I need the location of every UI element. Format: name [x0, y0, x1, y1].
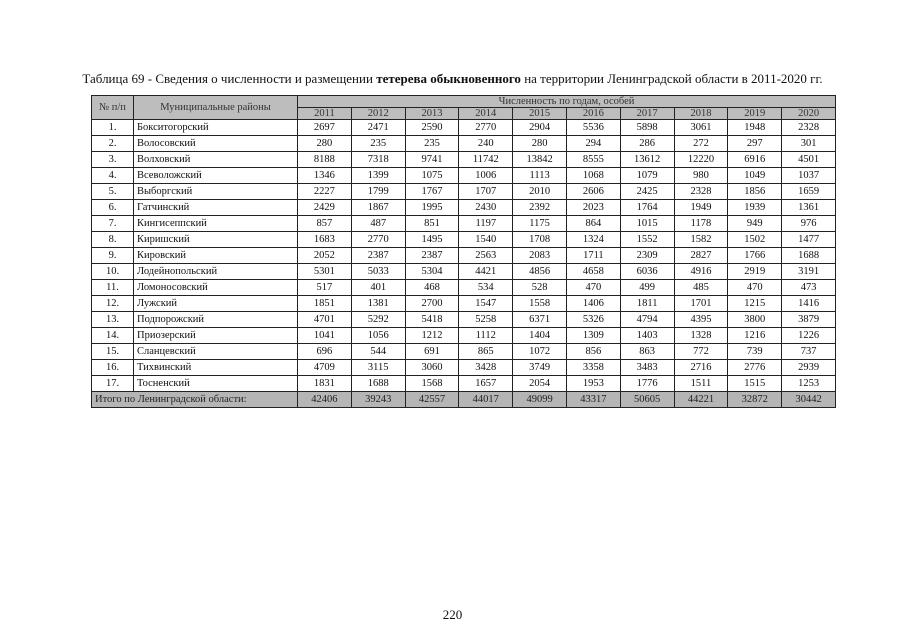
table-row — [92, 152, 836, 168]
table-row — [92, 168, 836, 184]
population-cell: 4794 — [620, 312, 674, 328]
table-row — [92, 360, 836, 376]
population-cell: 1831 — [298, 376, 352, 392]
population-cell: 1112 — [459, 328, 513, 344]
row-number: 4. — [92, 168, 134, 184]
population-cell: 856 — [566, 344, 620, 360]
population-cell: 3428 — [459, 360, 513, 376]
population-cell: 2776 — [728, 360, 782, 376]
population-cell: 528 — [513, 280, 567, 296]
row-number: 6. — [92, 200, 134, 216]
district-name: Кировский — [134, 248, 298, 264]
population-cell: 8555 — [566, 152, 620, 168]
population-cell: 1416 — [782, 296, 836, 312]
header-year: 2013 — [405, 108, 459, 120]
population-cell: 1540 — [459, 232, 513, 248]
population-cell: 1215 — [728, 296, 782, 312]
population-cell: 2023 — [566, 200, 620, 216]
population-cell: 1515 — [728, 376, 782, 392]
population-cell: 1079 — [620, 168, 674, 184]
total-label: Итого по Ленинградской области: — [92, 392, 298, 408]
header-year: 2019 — [728, 108, 782, 120]
population-cell: 1226 — [782, 328, 836, 344]
population-cell: 691 — [405, 344, 459, 360]
population-cell: 2904 — [513, 120, 567, 136]
population-cell: 1939 — [728, 200, 782, 216]
total-cell: 44017 — [459, 392, 513, 408]
header-group: Численность по годам, особей — [298, 96, 836, 108]
population-cell: 1403 — [620, 328, 674, 344]
population-cell: 865 — [459, 344, 513, 360]
population-cell: 1811 — [620, 296, 674, 312]
population-cell: 2010 — [513, 184, 567, 200]
header-year: 2014 — [459, 108, 513, 120]
population-cell: 1948 — [728, 120, 782, 136]
population-cell: 297 — [728, 136, 782, 152]
table-row — [92, 264, 836, 280]
population-cell: 1361 — [782, 200, 836, 216]
caption-bold: тетерева обыкновенного — [376, 71, 521, 86]
total-cell: 30442 — [782, 392, 836, 408]
population-cell: 5536 — [566, 120, 620, 136]
population-cell: 9741 — [405, 152, 459, 168]
population-cell: 1568 — [405, 376, 459, 392]
population-cell: 280 — [298, 136, 352, 152]
population-cell: 2387 — [351, 248, 405, 264]
population-cell: 696 — [298, 344, 352, 360]
population-cell: 1856 — [728, 184, 782, 200]
population-cell: 272 — [674, 136, 728, 152]
population-cell: 3800 — [728, 312, 782, 328]
population-cell: 5304 — [405, 264, 459, 280]
population-cell: 3483 — [620, 360, 674, 376]
header-year: 2012 — [351, 108, 405, 120]
table-row — [92, 280, 836, 296]
table-row — [92, 248, 836, 264]
population-cell: 286 — [620, 136, 674, 152]
population-cell: 2716 — [674, 360, 728, 376]
population-cell: 499 — [620, 280, 674, 296]
population-cell: 4421 — [459, 264, 513, 280]
district-name: Тихвинский — [134, 360, 298, 376]
population-cell: 5258 — [459, 312, 513, 328]
table-row — [92, 184, 836, 200]
population-cell: 7318 — [351, 152, 405, 168]
row-number: 3. — [92, 152, 134, 168]
population-cell: 1707 — [459, 184, 513, 200]
population-cell: 1657 — [459, 376, 513, 392]
population-cell: 1015 — [620, 216, 674, 232]
population-cell: 6371 — [513, 312, 567, 328]
total-cell: 49099 — [513, 392, 567, 408]
table-row — [92, 344, 836, 360]
population-cell: 1511 — [674, 376, 728, 392]
header-year: 2020 — [782, 108, 836, 120]
population-cell: 1328 — [674, 328, 728, 344]
population-cell: 4658 — [566, 264, 620, 280]
population-cell: 2590 — [405, 120, 459, 136]
table-row — [92, 136, 836, 152]
district-name: Волховский — [134, 152, 298, 168]
row-number: 5. — [92, 184, 134, 200]
population-cell: 13842 — [513, 152, 567, 168]
population-cell: 4701 — [298, 312, 352, 328]
district-name: Киришский — [134, 232, 298, 248]
population-cell: 1995 — [405, 200, 459, 216]
population-cell: 864 — [566, 216, 620, 232]
population-cell: 976 — [782, 216, 836, 232]
population-cell: 1477 — [782, 232, 836, 248]
district-name: Подпорожский — [134, 312, 298, 328]
population-cell: 1056 — [351, 328, 405, 344]
population-cell: 3115 — [351, 360, 405, 376]
population-cell: 2052 — [298, 248, 352, 264]
population-cell: 1708 — [513, 232, 567, 248]
population-cell: 2563 — [459, 248, 513, 264]
population-cell: 2227 — [298, 184, 352, 200]
population-cell: 1037 — [782, 168, 836, 184]
population-cell: 487 — [351, 216, 405, 232]
population-cell: 235 — [405, 136, 459, 152]
district-name: Приозерский — [134, 328, 298, 344]
population-table — [91, 95, 836, 408]
population-cell: 1178 — [674, 216, 728, 232]
population-cell: 5898 — [620, 120, 674, 136]
population-cell: 3061 — [674, 120, 728, 136]
table-row — [92, 200, 836, 216]
population-cell: 468 — [405, 280, 459, 296]
population-cell: 2430 — [459, 200, 513, 216]
population-cell: 1776 — [620, 376, 674, 392]
population-cell: 1346 — [298, 168, 352, 184]
population-cell: 1683 — [298, 232, 352, 248]
district-name: Кингисеппский — [134, 216, 298, 232]
total-row — [92, 392, 836, 408]
population-cell: 11742 — [459, 152, 513, 168]
row-number: 2. — [92, 136, 134, 152]
row-number: 13. — [92, 312, 134, 328]
population-cell: 473 — [782, 280, 836, 296]
population-cell: 1688 — [782, 248, 836, 264]
population-cell: 2054 — [513, 376, 567, 392]
population-cell: 2700 — [405, 296, 459, 312]
population-cell: 12220 — [674, 152, 728, 168]
population-cell: 470 — [728, 280, 782, 296]
district-name: Лодейнопольский — [134, 264, 298, 280]
population-cell: 1072 — [513, 344, 567, 360]
row-number: 17. — [92, 376, 134, 392]
population-cell: 4395 — [674, 312, 728, 328]
population-cell: 4916 — [674, 264, 728, 280]
population-cell: 1399 — [351, 168, 405, 184]
population-cell: 5292 — [351, 312, 405, 328]
population-cell: 1851 — [298, 296, 352, 312]
header-year: 2016 — [566, 108, 620, 120]
row-number: 12. — [92, 296, 134, 312]
header-year: 2011 — [298, 108, 352, 120]
population-cell: 485 — [674, 280, 728, 296]
population-cell: 1197 — [459, 216, 513, 232]
population-cell: 13612 — [620, 152, 674, 168]
population-cell: 2697 — [298, 120, 352, 136]
population-cell: 4856 — [513, 264, 567, 280]
population-cell: 2387 — [405, 248, 459, 264]
population-cell: 1767 — [405, 184, 459, 200]
population-cell: 1953 — [566, 376, 620, 392]
total-cell: 42406 — [298, 392, 352, 408]
population-cell: 544 — [351, 344, 405, 360]
population-cell: 2939 — [782, 360, 836, 376]
population-cell: 4501 — [782, 152, 836, 168]
population-cell: 3749 — [513, 360, 567, 376]
population-cell: 301 — [782, 136, 836, 152]
population-cell: 1006 — [459, 168, 513, 184]
row-number: 10. — [92, 264, 134, 280]
population-cell: 980 — [674, 168, 728, 184]
row-number: 14. — [92, 328, 134, 344]
population-cell: 2770 — [351, 232, 405, 248]
table-row — [92, 232, 836, 248]
district-name: Ломоносовский — [134, 280, 298, 296]
population-cell: 737 — [782, 344, 836, 360]
row-number: 16. — [92, 360, 134, 376]
population-cell: 851 — [405, 216, 459, 232]
total-cell: 39243 — [351, 392, 405, 408]
population-cell: 3358 — [566, 360, 620, 376]
population-cell: 3060 — [405, 360, 459, 376]
population-cell: 2606 — [566, 184, 620, 200]
population-cell: 1688 — [351, 376, 405, 392]
row-number: 9. — [92, 248, 134, 264]
population-cell: 1764 — [620, 200, 674, 216]
population-cell: 1309 — [566, 328, 620, 344]
district-name: Тосненский — [134, 376, 298, 392]
population-cell: 1867 — [351, 200, 405, 216]
header-year: 2015 — [513, 108, 567, 120]
caption-suffix: на территории Ленинградской области в 2011-2020 гг. — [520, 71, 823, 86]
population-cell: 1949 — [674, 200, 728, 216]
population-cell: 294 — [566, 136, 620, 152]
population-cell: 1041 — [298, 328, 352, 344]
row-number: 7. — [92, 216, 134, 232]
district-name: Всеволожский — [134, 168, 298, 184]
header-row-number: № п/п — [92, 96, 134, 120]
population-cell: 1113 — [513, 168, 567, 184]
district-name: Выборгский — [134, 184, 298, 200]
population-cell: 1406 — [566, 296, 620, 312]
population-cell: 1324 — [566, 232, 620, 248]
population-cell: 1659 — [782, 184, 836, 200]
table-row — [92, 120, 836, 136]
population-cell: 1253 — [782, 376, 836, 392]
district-name: Гатчинский — [134, 200, 298, 216]
population-cell: 240 — [459, 136, 513, 152]
population-cell: 2827 — [674, 248, 728, 264]
population-cell: 2392 — [513, 200, 567, 216]
population-cell: 2471 — [351, 120, 405, 136]
population-cell: 1766 — [728, 248, 782, 264]
population-cell: 2770 — [459, 120, 513, 136]
population-cell: 1701 — [674, 296, 728, 312]
population-cell: 235 — [351, 136, 405, 152]
population-cell: 5326 — [566, 312, 620, 328]
population-cell: 1582 — [674, 232, 728, 248]
table-row — [92, 328, 836, 344]
table-row — [92, 296, 836, 312]
row-number: 11. — [92, 280, 134, 296]
population-cell: 534 — [459, 280, 513, 296]
population-cell: 1558 — [513, 296, 567, 312]
population-cell: 8188 — [298, 152, 352, 168]
header-year: 2017 — [620, 108, 674, 120]
total-cell: 32872 — [728, 392, 782, 408]
district-name: Волосовский — [134, 136, 298, 152]
row-number: 1. — [92, 120, 134, 136]
population-cell: 2919 — [728, 264, 782, 280]
population-cell: 517 — [298, 280, 352, 296]
table-caption — [0, 71, 905, 87]
population-cell: 1495 — [405, 232, 459, 248]
population-cell: 1216 — [728, 328, 782, 344]
table-row — [92, 216, 836, 232]
header-year: 2018 — [674, 108, 728, 120]
population-cell: 739 — [728, 344, 782, 360]
population-cell: 3191 — [782, 264, 836, 280]
population-cell: 280 — [513, 136, 567, 152]
total-cell: 50605 — [620, 392, 674, 408]
population-cell: 6916 — [728, 152, 782, 168]
total-cell: 42557 — [405, 392, 459, 408]
population-cell: 1068 — [566, 168, 620, 184]
population-cell: 2328 — [674, 184, 728, 200]
population-cell: 772 — [674, 344, 728, 360]
population-cell: 5301 — [298, 264, 352, 280]
population-cell: 1075 — [405, 168, 459, 184]
population-cell: 5418 — [405, 312, 459, 328]
population-cell: 1212 — [405, 328, 459, 344]
population-cell: 401 — [351, 280, 405, 296]
population-cell: 3879 — [782, 312, 836, 328]
population-cell: 4709 — [298, 360, 352, 376]
population-cell: 857 — [298, 216, 352, 232]
page-number: 220 — [442, 607, 463, 622]
table-row — [92, 312, 836, 328]
population-cell: 6036 — [620, 264, 674, 280]
population-cell: 949 — [728, 216, 782, 232]
population-cell: 2425 — [620, 184, 674, 200]
population-cell: 1404 — [513, 328, 567, 344]
population-cell: 1175 — [513, 216, 567, 232]
header-district: Муниципальные районы — [134, 96, 298, 120]
caption-prefix: Таблица 69 - Сведения о численности и размещении — [82, 71, 377, 86]
district-name: Сланцевский — [134, 344, 298, 360]
population-cell: 1799 — [351, 184, 405, 200]
population-cell: 1547 — [459, 296, 513, 312]
district-name: Бокситогорский — [134, 120, 298, 136]
row-number: 8. — [92, 232, 134, 248]
population-cell: 5033 — [351, 264, 405, 280]
row-number: 15. — [92, 344, 134, 360]
population-cell: 1381 — [351, 296, 405, 312]
population-cell: 2309 — [620, 248, 674, 264]
population-cell: 863 — [620, 344, 674, 360]
population-cell: 1049 — [728, 168, 782, 184]
table-row — [92, 376, 836, 392]
table-body — [92, 120, 836, 408]
population-cell: 1502 — [728, 232, 782, 248]
population-cell: 2083 — [513, 248, 567, 264]
total-cell: 43317 — [566, 392, 620, 408]
population-cell: 470 — [566, 280, 620, 296]
population-cell: 2429 — [298, 200, 352, 216]
population-cell: 1711 — [566, 248, 620, 264]
population-cell: 1552 — [620, 232, 674, 248]
population-cell: 2328 — [782, 120, 836, 136]
district-name: Лужский — [134, 296, 298, 312]
total-cell: 44221 — [674, 392, 728, 408]
